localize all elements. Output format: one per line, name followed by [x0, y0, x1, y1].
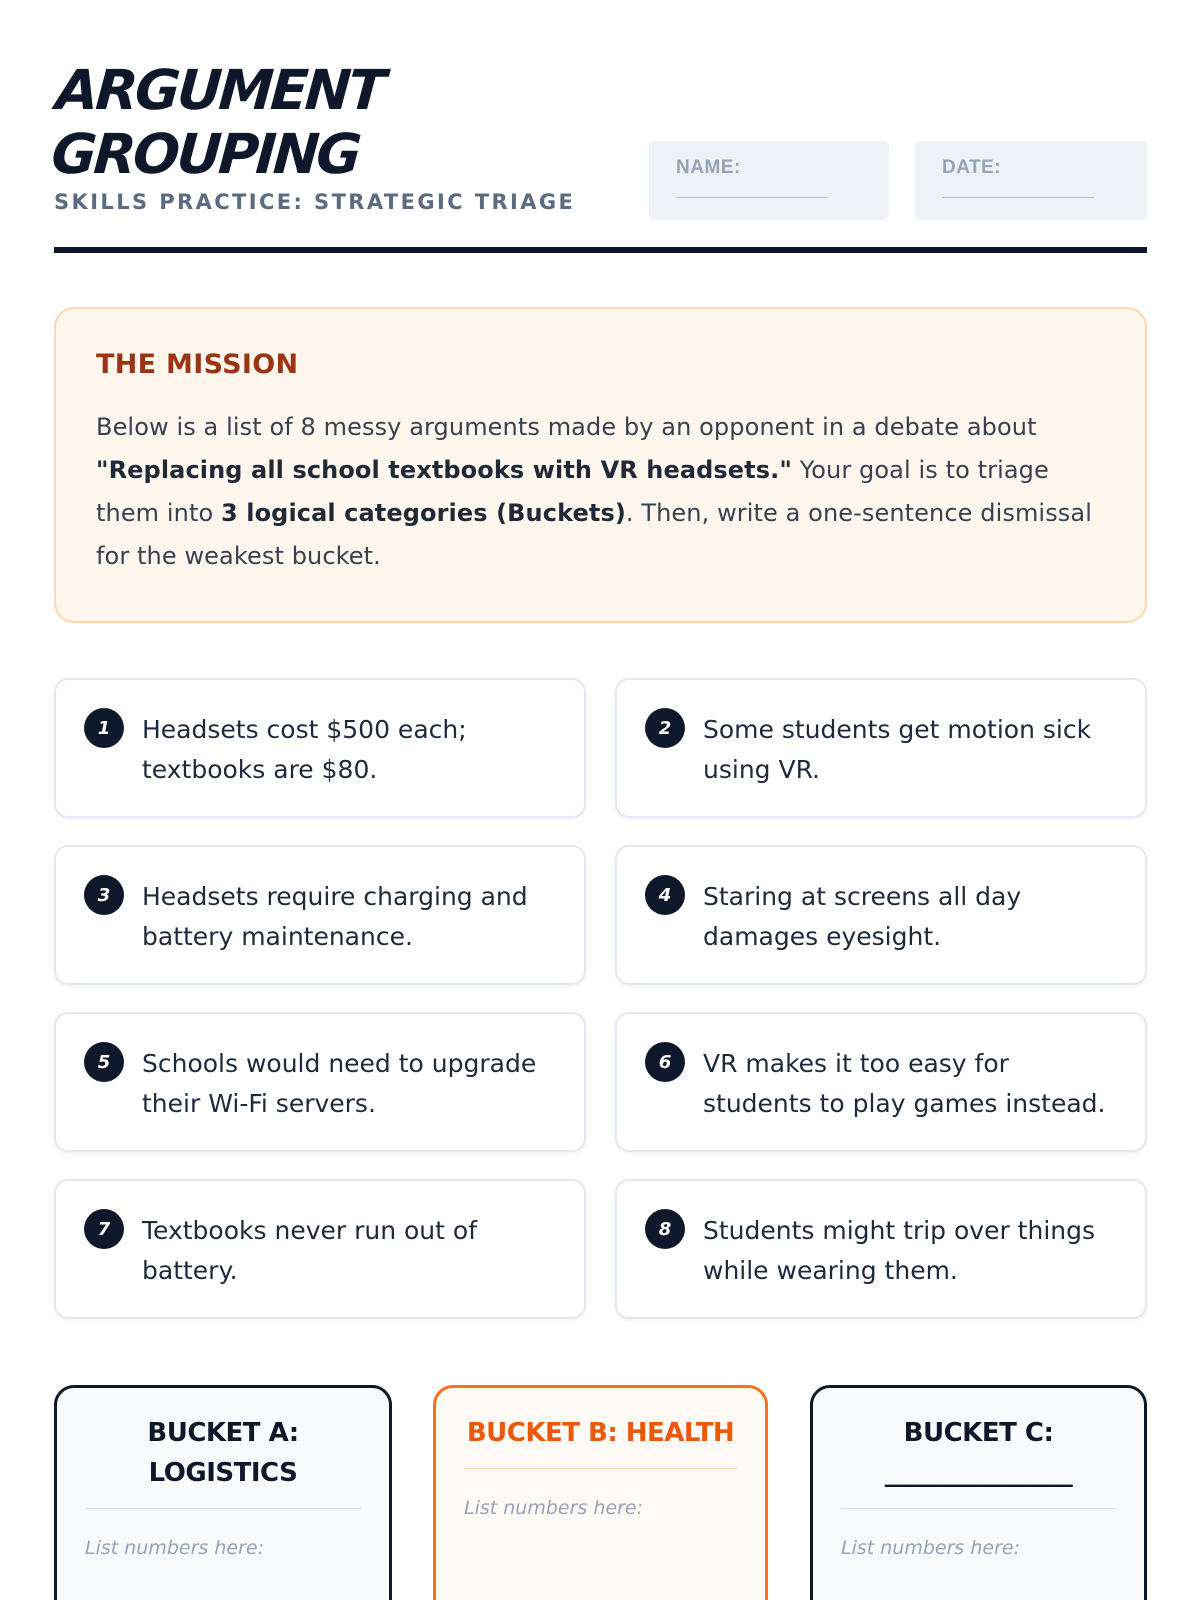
mission-text-part-1: Below is a list of 8 messy arguments made by an opponent in a debate about	[96, 413, 1037, 441]
date-field[interactable]	[915, 141, 1147, 220]
mission-box	[54, 307, 1147, 623]
argument-text: Some students get motion sick using VR.	[703, 715, 1092, 784]
name-label: NAME:	[676, 157, 741, 178]
mission-text-part-3: . Then, write a one-sentence dismissal for the weakest bucket.	[96, 499, 1092, 570]
argument-text: VR makes it too easy for students to play games instead.	[703, 1049, 1106, 1118]
argument-number-badge: 2	[645, 708, 685, 748]
date-label: DATE:	[942, 157, 1002, 178]
bucket-c[interactable]	[810, 1385, 1147, 1600]
bucket-b-title: BUCKET B: HEALTH	[466, 1418, 735, 1448]
argument-card-6	[615, 1012, 1147, 1152]
mission-categories: 3 logical categories (Buckets)	[221, 499, 626, 527]
bucket-c-blank[interactable]: _______________	[884, 1458, 1073, 1488]
argument-text: Headsets cost $500 each; textbooks are $80.	[142, 715, 467, 784]
argument-card-4	[615, 845, 1147, 985]
argument-card-2	[615, 678, 1147, 818]
bucket-a[interactable]	[54, 1385, 392, 1600]
mission-heading: THE MISSION	[96, 349, 299, 380]
bucket-c-hint: List numbers here:	[841, 1537, 1020, 1559]
mission-topic: "Replacing all school textbooks with VR headsets."	[96, 456, 792, 484]
argument-number-badge: 8	[645, 1209, 685, 1249]
argument-card-1	[54, 678, 586, 818]
argument-number-badge: 7	[84, 1209, 124, 1249]
argument-number-badge: 3	[84, 875, 124, 915]
argument-card-5	[54, 1012, 586, 1152]
argument-text: Schools would need to upgrade their Wi-Fi servers.	[142, 1049, 537, 1118]
argument-number-badge: 6	[645, 1042, 685, 1082]
argument-text: Textbooks never run out of battery.	[142, 1216, 477, 1285]
name-write-line	[676, 197, 828, 198]
bucket-a-title: BUCKET A: LOGISTICS	[147, 1418, 299, 1488]
bucket-b[interactable]	[433, 1385, 768, 1600]
argument-number-badge: 5	[84, 1042, 124, 1082]
argument-number-badge: 1	[84, 708, 124, 748]
argument-number-badge: 4	[645, 875, 685, 915]
header-divider	[54, 247, 1147, 253]
argument-text: Headsets require charging and battery maintenance.	[142, 882, 528, 951]
bucket-c-title: BUCKET C:	[903, 1418, 1054, 1448]
bucket-c-title-block	[813, 1388, 1144, 1493]
date-write-line	[942, 197, 1094, 198]
page-subtitle: SKILLS PRACTICE: STRATEGIC TRIAGE	[54, 190, 576, 214]
bucket-a-hint: List numbers here:	[85, 1537, 264, 1559]
name-field[interactable]	[649, 141, 889, 220]
argument-card-3	[54, 845, 586, 985]
mission-text-part-2: Your goal is to triage them into	[96, 456, 1049, 527]
title-line-2: GROUPING	[49, 122, 361, 186]
title-line-1: ARGUMENT	[54, 58, 386, 122]
argument-text: Staring at screens all day damages eyesight.	[703, 882, 1022, 951]
mission-text	[96, 406, 1105, 578]
bucket-b-hint: List numbers here:	[464, 1497, 643, 1519]
argument-text: Students might trip over things while wearing them.	[703, 1216, 1096, 1285]
argument-card-8	[615, 1179, 1147, 1319]
argument-card-7	[54, 1179, 586, 1319]
worksheet-header	[49, 58, 1147, 254]
